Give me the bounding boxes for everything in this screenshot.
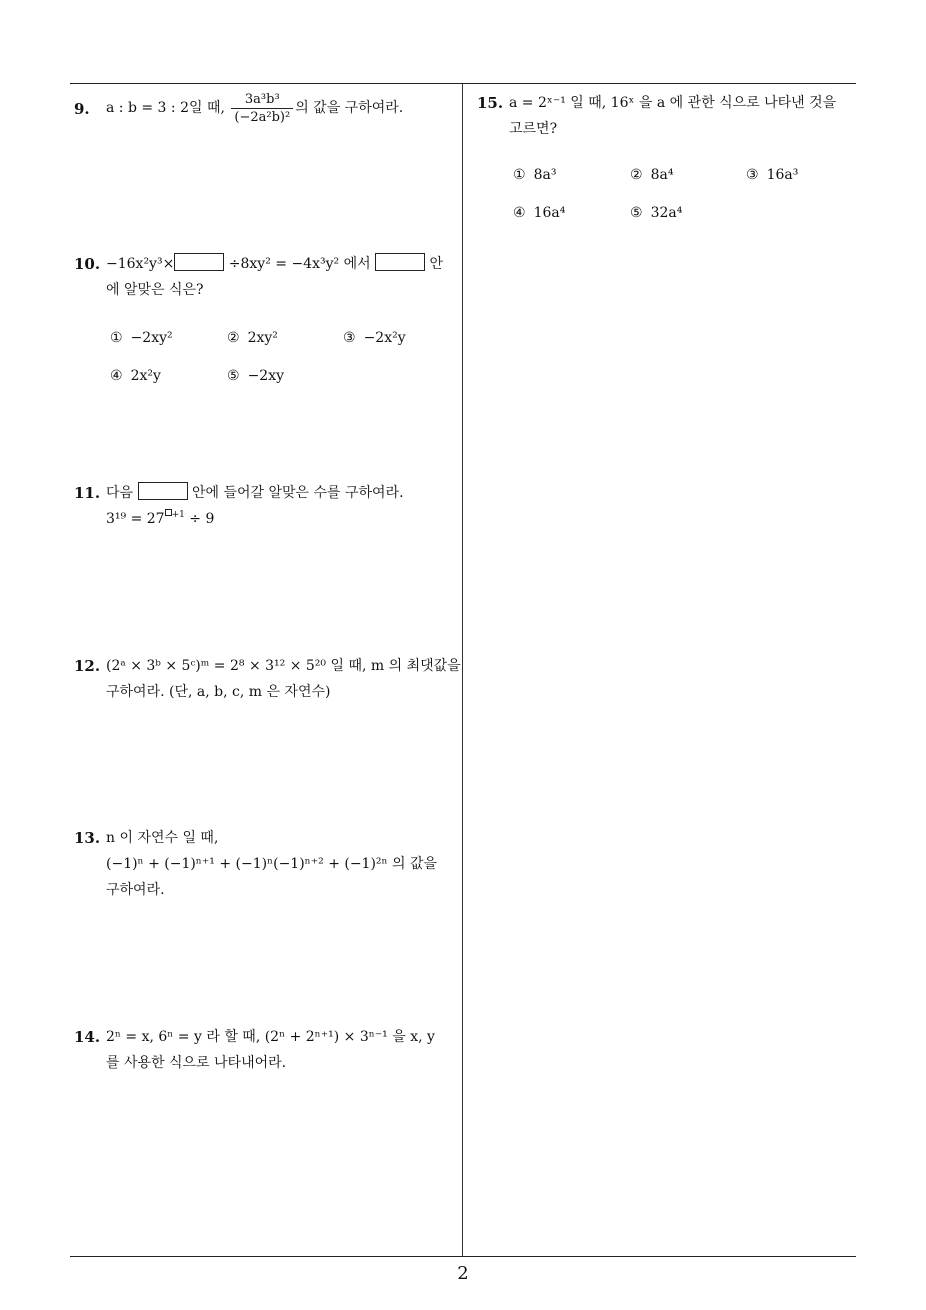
question-15 bbox=[477, 90, 862, 142]
equation-line bbox=[74, 506, 459, 532]
blank-square-icon bbox=[165, 509, 172, 516]
choice-mark: ③ bbox=[746, 167, 759, 183]
choice-mark: ⑤ bbox=[630, 205, 643, 221]
choice-2[interactable] bbox=[630, 167, 673, 183]
equation-base: 3¹⁹ = 27 bbox=[106, 511, 165, 527]
question-14 bbox=[74, 1024, 459, 1076]
choice-mark: ② bbox=[227, 330, 240, 346]
question-number: 11. bbox=[74, 484, 101, 502]
choice-mark: ④ bbox=[513, 205, 526, 221]
expression-part-2: ÷8xy² = −4x³y² 에서 bbox=[228, 256, 371, 272]
answer-box bbox=[138, 482, 188, 500]
choice-text: −2xy bbox=[247, 368, 285, 384]
choice-mark: ① bbox=[513, 167, 526, 183]
choice-4[interactable] bbox=[513, 205, 565, 221]
question-number: 15. bbox=[477, 94, 504, 112]
answer-box bbox=[174, 253, 224, 271]
question-number: 13. bbox=[74, 829, 101, 847]
choice-text: 16a⁴ bbox=[533, 205, 566, 221]
question-line-3: 구하여라. bbox=[106, 882, 165, 898]
question-12 bbox=[74, 653, 459, 705]
choice-text: 8a³ bbox=[533, 167, 557, 183]
text-part-1: 다음 bbox=[106, 485, 134, 501]
fraction-numerator: 3a³b³ bbox=[231, 92, 293, 109]
choice-1[interactable] bbox=[513, 167, 556, 183]
equation-tail: ÷ 9 bbox=[184, 511, 215, 527]
choice-1[interactable] bbox=[110, 330, 173, 346]
fraction-denominator: (−2a²b)² bbox=[234, 109, 291, 125]
question-13 bbox=[74, 825, 459, 903]
question-line-1: a = 2ˣ⁻¹ 일 때, 16ˣ 을 a 에 관한 식으로 나타낸 것을 bbox=[509, 95, 837, 111]
fraction bbox=[231, 92, 293, 125]
exponent-text: +1 bbox=[171, 510, 185, 520]
choice-2[interactable] bbox=[227, 330, 278, 346]
choice-mark: ③ bbox=[343, 330, 356, 346]
question-line-2: (−1)ⁿ + (−1)ⁿ⁺¹ + (−1)ⁿ(−1)ⁿ⁺² + (−1)²ⁿ 의 값을 bbox=[106, 856, 438, 872]
question-line-1: (2ᵃ × 3ᵇ × 5ᶜ)ᵐ = 2⁸ × 3¹² × 5²⁰ 일 때, m 의 최댓값을 bbox=[106, 658, 461, 674]
question-line-1 bbox=[74, 251, 459, 277]
choice-mark: ② bbox=[630, 167, 643, 183]
choice-text: 8a⁴ bbox=[650, 167, 674, 183]
page-number: 2 bbox=[457, 1263, 469, 1284]
choice-3[interactable] bbox=[343, 330, 406, 346]
question-number: 14. bbox=[74, 1028, 101, 1046]
choice-mark: ① bbox=[110, 330, 123, 346]
column-divider bbox=[462, 84, 463, 1256]
expression-part-1: −16x²y³× bbox=[106, 256, 175, 272]
question-10 bbox=[74, 251, 459, 303]
question-line-2: 를 사용한 식으로 나타내어라. bbox=[106, 1055, 287, 1071]
choice-text: 32a⁴ bbox=[650, 205, 683, 221]
choice-text: −2xy² bbox=[130, 330, 173, 346]
choice-4[interactable] bbox=[110, 368, 161, 384]
question-11 bbox=[74, 480, 459, 532]
question-line-1: 2ⁿ = x, 6ⁿ = y 라 할 때, (2ⁿ + 2ⁿ⁺¹) × 3ⁿ⁻¹ 을 x, y bbox=[106, 1029, 435, 1045]
condition-text: a : b = 3 : 2일 때, bbox=[106, 100, 225, 116]
choice-mark: ④ bbox=[110, 368, 123, 384]
text-part-2: 안에 들어갈 알맞은 수를 구하여라. bbox=[191, 485, 404, 501]
choice-3[interactable] bbox=[746, 167, 798, 183]
question-text bbox=[74, 90, 459, 126]
question-line-1: n 이 자연수 일 때, bbox=[106, 830, 219, 846]
question-line-2: 에 알맞은 식은? bbox=[106, 282, 204, 298]
top-rule bbox=[70, 83, 856, 84]
choice-mark: ⑤ bbox=[227, 368, 240, 384]
question-number: 12. bbox=[74, 657, 101, 675]
question-9 bbox=[74, 91, 459, 132]
choice-5[interactable] bbox=[630, 205, 682, 221]
choice-text: −2x²y bbox=[363, 330, 406, 346]
choice-5[interactable] bbox=[227, 368, 284, 384]
expression-part-3: 안 bbox=[429, 256, 444, 272]
choice-text: 2x²y bbox=[130, 368, 161, 384]
question-line-2: 구하여라. (단, a, b, c, m 은 자연수) bbox=[106, 684, 331, 700]
answer-box bbox=[375, 253, 425, 271]
choice-text: 16a³ bbox=[766, 167, 799, 183]
question-number: 9. bbox=[74, 100, 90, 118]
question-number: 10. bbox=[74, 255, 101, 273]
question-line-1 bbox=[74, 480, 459, 506]
prompt-text: 의 값을 구하여라. bbox=[295, 100, 404, 116]
choice-text: 2xy² bbox=[247, 330, 278, 346]
question-line-2: 고르면? bbox=[509, 121, 558, 137]
equation-exponent bbox=[165, 510, 185, 520]
bottom-rule bbox=[70, 1256, 856, 1257]
